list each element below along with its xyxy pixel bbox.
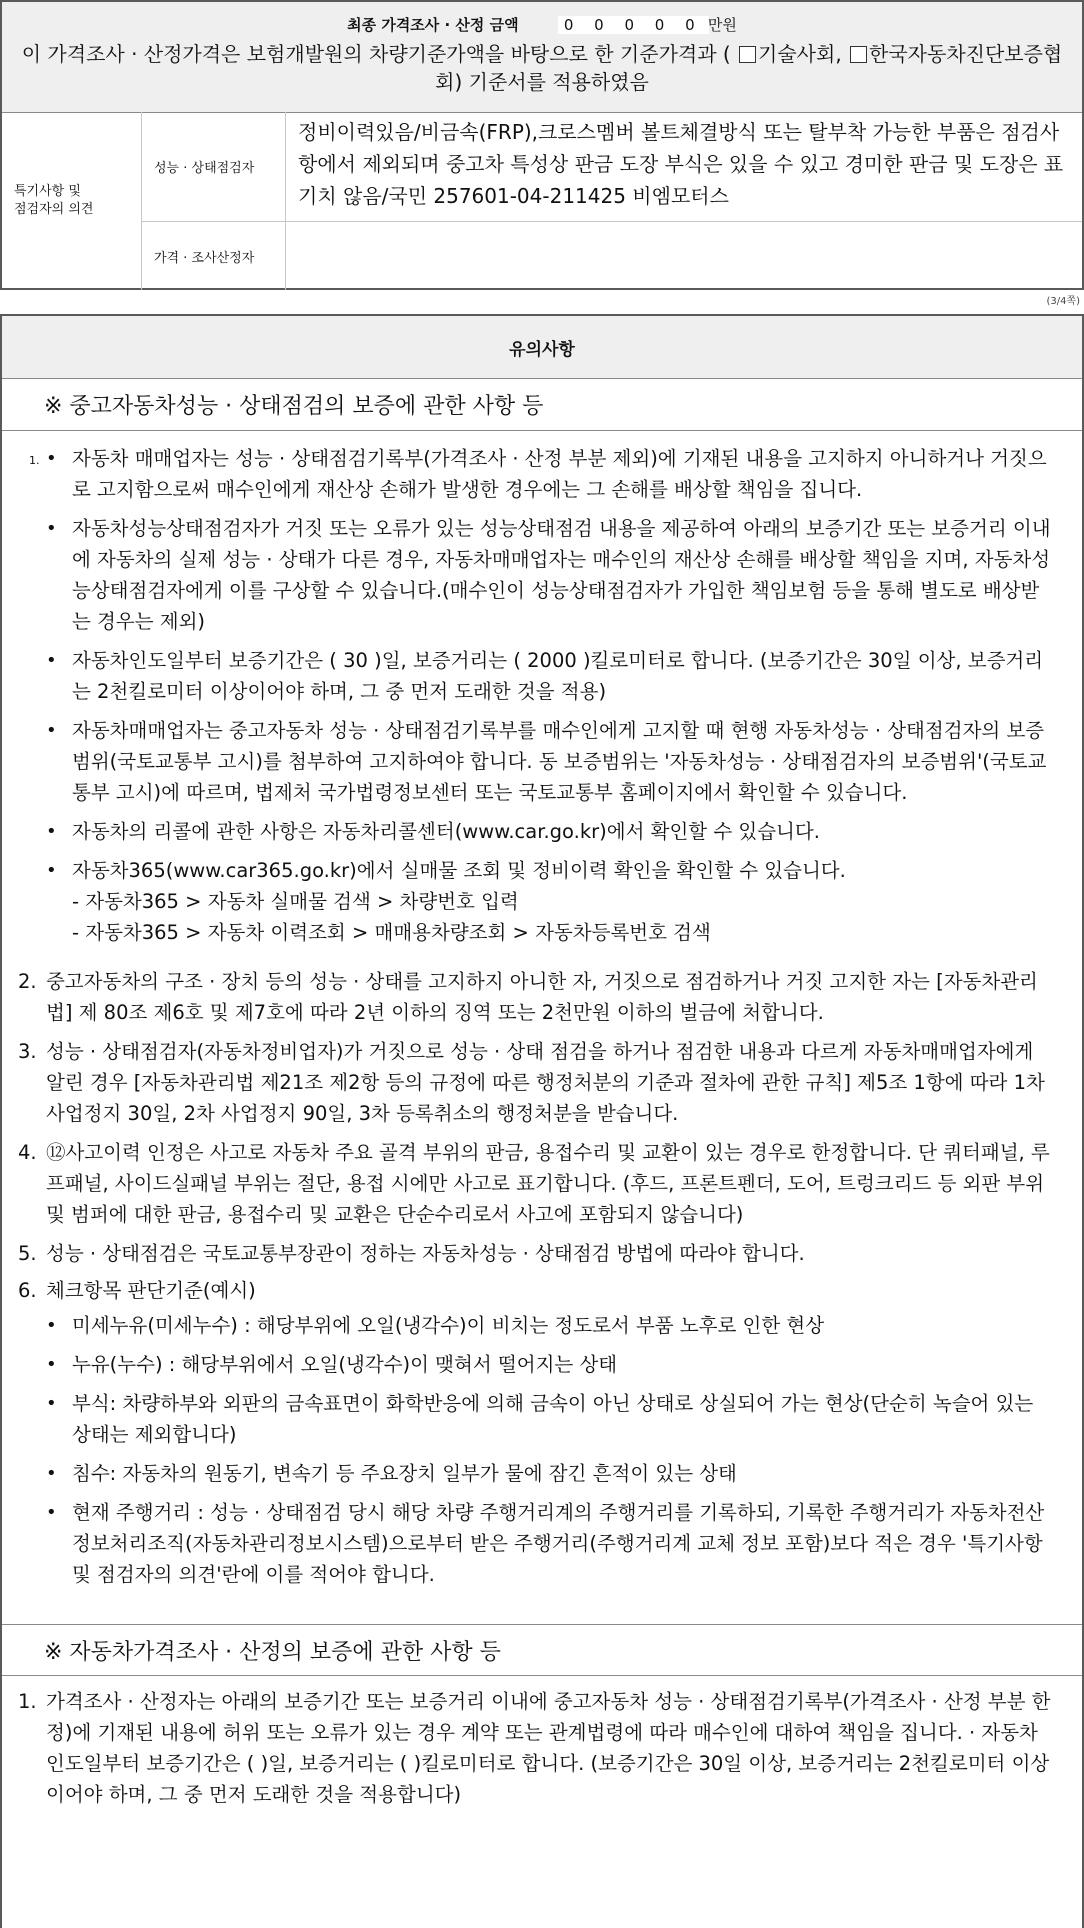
list-item — [2, 1036, 1082, 1129]
price-opinion-table — [0, 0, 1084, 290]
price-header — [2, 2, 1082, 113]
bullet-5-text: 자동차의 리콜에 관한 사항은 자동차리콜센터(www.car.go.kr)에서 확인할 수 있습니다. — [72, 820, 820, 843]
bullet-icon: • — [46, 1315, 57, 1336]
checkbox-tech-society[interactable] — [739, 46, 756, 63]
list-item — [2, 1686, 1082, 1810]
list-item — [2, 1458, 1082, 1489]
notes-box — [0, 314, 1084, 1928]
criteria-4-text: 침수: 자동차의 원동기, 변속기 등 주요장치 일부가 물에 잠긴 흔적이 있는 상태 — [72, 1462, 737, 1485]
appraiser-label: 가격 · 조사산정자 — [142, 222, 286, 290]
bullet-4-text: 자동차매매업자는 중고자동차 성능 · 상태점검기록부를 매수인에게 고지할 때 현행 자동차성능 · 상태점검자의 보증범위(국토교통부 고시)를 첨부하여 고지하여야 합니다. 동 보증범위는 '자동차성능 · 상태점검자의 보증범위'(국토교통부 고시)에 따르며, 법제처 국가법령정보센터 또는 국토교통부 홈페이지에서 확인할 수 있습니다. — [72, 719, 1047, 804]
option-tech-society: 기술사회, — [758, 42, 842, 66]
item2-number: 2. — [18, 970, 37, 993]
list-item — [2, 966, 1082, 1028]
bullet-icon: • — [46, 1354, 57, 1375]
bullet-icon: • — [46, 860, 57, 881]
criteria-3-text: 부식: 차량하부와 외판의 금속표면이 화학반응에 의해 금속이 아닌 상태로 상실되어 가는 현상(단순히 녹슬어 있는 상태는 제외합니다) — [72, 1392, 1034, 1446]
section1-list — [2, 431, 1082, 1590]
list-item — [2, 645, 1082, 707]
inspector-label: 성능 · 상태점검자 — [142, 112, 286, 222]
list-item — [2, 715, 1082, 808]
bullet-6-sub2: - 자동차365 > 자동차 이력조회 > 매매용차량조회 > 자동차등록번호 검색 — [72, 921, 711, 944]
bullet-icon: • — [46, 1393, 57, 1414]
inspector-opinion-text: 정비이력있음/비금속(FRP),크로스멤버 볼트체결방식 또는 탈부착 가능한 부품은 점검사항에서 제외되며 중고차 특성상 판금 도장 부식은 있을 수 있고 경미한 판금 및 도장은 표기치 않음/국민 257601-04-211425 비엠모터스 — [286, 112, 1082, 222]
opinion-label-line2: 점검자의 의견 — [14, 202, 94, 217]
item2-text: 중고자동차의 구조 · 장치 등의 성능 · 상태를 고지하지 아니한 자, 거짓으로 점검하거나 거짓 고지한 자는 [자동차관리법] 제 80조 제6호 및 제7호에 따라 2년 이하의 징역 또는 2천만원 이하의 벌금에 처합니다. — [46, 970, 1038, 1024]
item4-number: 4. — [18, 1141, 37, 1164]
item1-number: 1. — [29, 454, 40, 467]
bullet-icon: • — [46, 821, 57, 842]
list-item — [2, 443, 1082, 505]
list-item — [2, 513, 1082, 637]
price-unit: 만원 — [707, 16, 737, 34]
price-row — [2, 14, 1082, 35]
list-item — [2, 855, 1082, 948]
list-item — [2, 1275, 1082, 1306]
bullet-icon: • — [46, 1502, 57, 1523]
item3-text: 성능 · 상태점검자(자동차정비업자)가 거짓으로 성능 · 상태 점검을 하거나 점검한 내용과 다르게 자동차매매업자에게 알린 경우 [자동차관리법 제21조 제2항 등의 규정에 따른 행정처분의 기준과 절차에 관한 규칙] 제5조 1항에 따라 1차 사업정지 30일, 2차 사업정지 90일, 3차 등록취소의 행정처분을 받습니다. — [46, 1040, 1045, 1125]
bullet-6-sub1: - 자동차365 > 자동차 실매물 검색 > 차량번호 입력 — [72, 890, 519, 913]
bullet-icon: • — [46, 650, 57, 671]
criteria-2-text: 누유(누수) : 해당부위에서 오일(냉각수)이 맺혀서 떨어지는 상태 — [72, 1353, 618, 1376]
item3-number: 3. — [18, 1040, 37, 1063]
section2-item1-text: 가격조사 · 산정자는 아래의 보증기간 또는 보증거리 이내에 중고자동차 성능 · 상태점검기록부(가격조사 · 산정 부분 한정)에 기재된 내용에 허위 또는 오류가 있는 경우 계약 또는 관계법령에 따라 매수인에 대하여 책임을 집니다. · 자동차인도일부터 보증기간은 ( )일, 보증거리는 ( )킬로미터로 합니다. (보증기간은 30일 이상, 보증거리는 2천킬로미터 이상이어야 하며, 그 중 먼저 도래한 것을 적용합니다) — [46, 1690, 1051, 1806]
bullet-6-text: 자동차365(www.car365.go.kr)에서 실매물 조회 및 정비이력 확인을 확인할 수 있습니다. — [72, 859, 846, 882]
list-item — [2, 1310, 1082, 1341]
list-item — [2, 1137, 1082, 1230]
opinion-label — [2, 112, 142, 290]
price-label: 최종 가격조사 · 산정 금액 — [347, 16, 519, 34]
appraiser-opinion-text — [286, 222, 1082, 290]
section2-item1-number: 1. — [18, 1690, 37, 1713]
checkbox-kada[interactable] — [850, 46, 867, 63]
bullet-1-text: 자동차 매매업자는 성능 · 상태점검기록부(가격조사 · 산정 부분 제외)에 기재된 내용을 고지하지 아니하거나 거짓으로 고지함으로써 매수인에게 재산상 손해가 발생한 경우에는 그 손해를 배상할 책임을 집니다. — [72, 447, 1047, 501]
item6-text: 체크항목 판단기준(예시) — [46, 1279, 256, 1302]
section2-title: ※ 자동차가격조사 · 산정의 보증에 관한 사항 등 — [2, 1624, 1082, 1676]
opinion-section — [2, 112, 1082, 290]
bullet-icon: • — [46, 448, 57, 469]
price-note-before: 이 가격조사 · 산정가격은 보험개발원의 차량기준가액을 바탕으로 한 기준가격과 ( — [21, 42, 731, 66]
item5-number: 5. — [18, 1242, 37, 1265]
bullet-icon: • — [46, 1463, 57, 1484]
list-item — [2, 1497, 1082, 1590]
price-digits: 0 0 0 0 0 — [558, 16, 709, 34]
list-item — [2, 1349, 1082, 1380]
list-item — [2, 1238, 1082, 1269]
opinion-label-line1: 특기사항 및 — [14, 184, 81, 199]
notes-header: 유의사항 — [2, 316, 1082, 379]
criteria-1-text: 미세누유(미세누수) : 해당부위에 오일(냉각수)이 비치는 정도로서 부품 노후로 인한 현상 — [72, 1314, 825, 1337]
item4-text: ⑫사고이력 인정은 사고로 자동차 주요 골격 부위의 판금, 용접수리 및 교환이 있는 경우로 한정합니다. 단 쿼터패널, 루프패널, 사이드실패널 부위는 절단, 용접 시에만 사고로 표기합니다. (후드, 프론트펜더, 도어, 트렁크리드 등 외판 부위 및 범퍼에 대한 판금, 용접수리 및 교환은 단순수리로서 사고에 포함되지 않습니다) — [46, 1141, 1050, 1226]
section2-list — [2, 1676, 1082, 1810]
criteria-5-text: 현재 주행거리 : 성능 · 상태점검 당시 해당 차량 주행거리계의 주행거리를 기록하되, 기록한 주행거리가 자동차전산정보처리조직(자동차관리정보시스템)으로부터 받은 주행거리(주행거리계 교체 정보 포함)보다 적은 경우 '특기사항 및 점검자의 의견'란에 이를 적어야 합니다. — [72, 1501, 1045, 1586]
section1-title: ※ 중고자동차성능 · 상태점검의 보증에 관한 사항 등 — [2, 379, 1082, 431]
list-item — [2, 816, 1082, 847]
item6-number: 6. — [18, 1279, 37, 1302]
page-number: (3/4쪽) — [1046, 296, 1080, 307]
bullet-icon: • — [46, 720, 57, 741]
bullet-2-text: 자동차성능상태점검자가 거짓 또는 오류가 있는 성능상태점검 내용을 제공하여 아래의 보증기간 또는 보증거리 이내에 자동차의 실제 성능 · 상태가 다른 경우, 자동차매매업자는 매수인의 재산상 손해를 배상할 책임을 지며, 자동차성능상태점검자에게 이를 구상할 수 있습니다.(매수인이 성능상태점검자가 가입한 책임보험 등을 통해 별도로 배상받는 경우는 제외) — [72, 517, 1051, 633]
item5-text: 성능 · 상태점검은 국토교통부장관이 정하는 자동차성능 · 상태점검 방법에 따라야 합니다. — [46, 1242, 805, 1265]
option-kada: 한국자동차진단보증협회) 기준서를 적용하였음 — [435, 42, 1063, 94]
bullet-icon: • — [46, 518, 57, 539]
price-basis-note — [12, 40, 1072, 96]
bullet-3-text: 자동차인도일부터 보증기간은 ( 30 )일, 보증거리는 ( 2000 )킬로미터로 합니다. (보증기간은 30일 이상, 보증거리는 2천킬로미터 이상이어야 하며, 그 중 먼저 도래한 것을 적용) — [72, 649, 1044, 703]
list-item — [2, 1388, 1082, 1450]
